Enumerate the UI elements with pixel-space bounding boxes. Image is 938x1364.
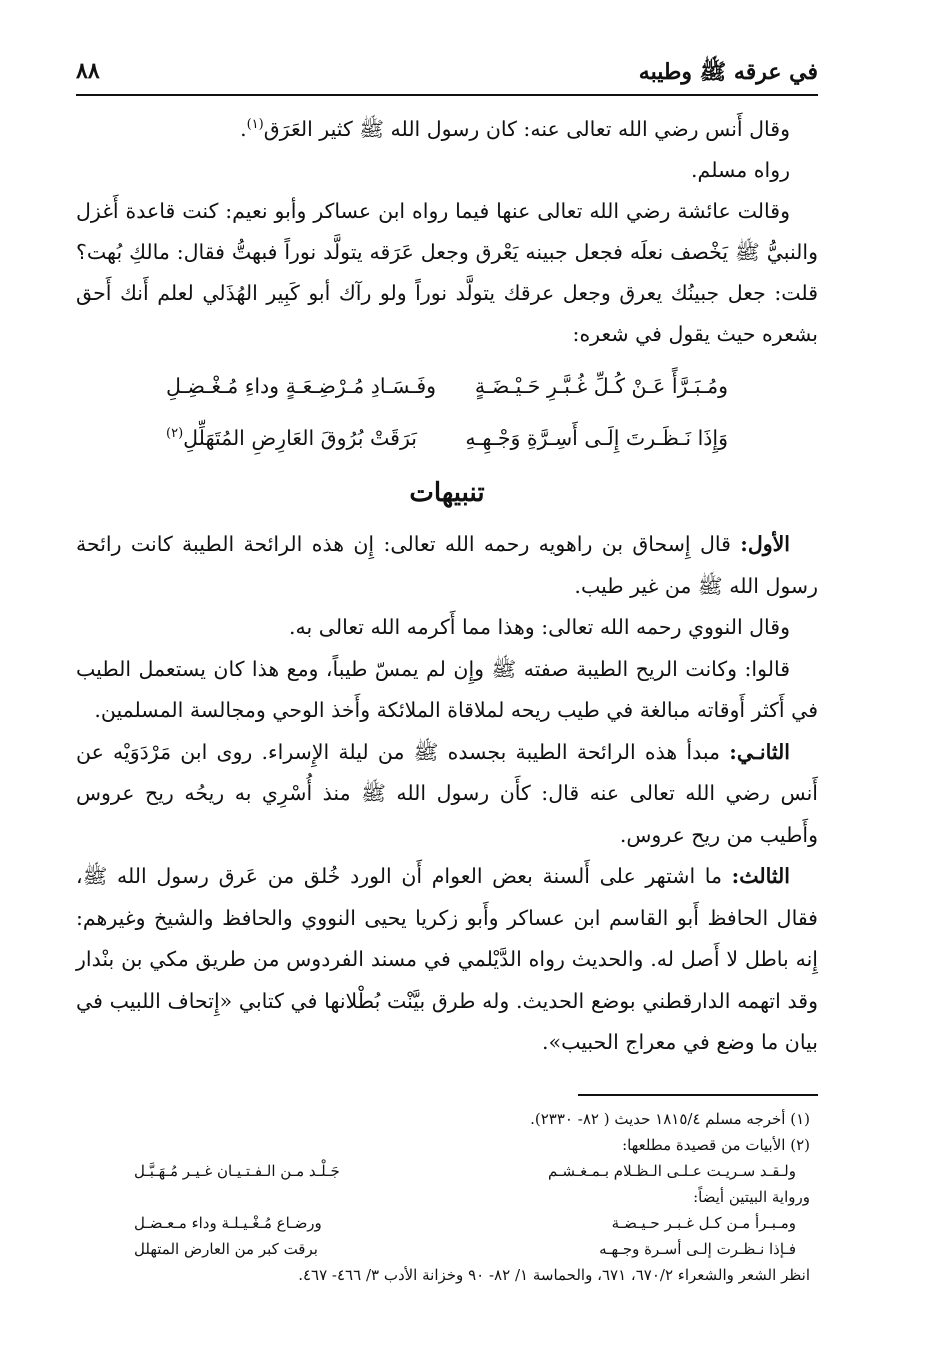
note-qalu: قالوا: وكانت الريح الطيبة صفته ﷺ وإِن لم يمسّ طيباً، ومع هذا كان يستعمل الطيب في أَكثر أَوقاته مبالغة في طيب ريحه لملاقاة الملائكة وأَخذ الوحي ومجالسة المسلمين. xyxy=(76,656,818,722)
footnote-1: (١) أخرجه مسلم ١٨١٥/٤ حديث ( ٨٢- ٢٣٣٠). xyxy=(530,1110,810,1128)
page-number: ٨٨ xyxy=(76,58,100,84)
page-header xyxy=(76,56,818,96)
notes-text xyxy=(76,524,818,1064)
footnote-divider xyxy=(578,1094,818,1096)
note-third: الثالث: ما اشتهر على أَلسنة بعض العوام أَن الورد خُلق من عَرق رسول الله ﷺ، فقال الحافظ أَبو القاسم ابن عساكر وأَبو زكريا يحيى النووي والحافظ والشيخ وغيرهم: إِنه باطل لا أَصل له. والحديث رواه الدَّيْلمي في مسند الفردوس من طريق مكي بن بنْدار وقد اتهمه الدارقطني بوضع الحديث. وله طرق بيَّنْت بُطْلانها في كتابي «إِتحاف اللبيب في بيان ما وضع في معراج الحبيب». xyxy=(76,864,818,1054)
footnote-verse-1: ولـقـد سـريـت عـلـى الـظـلام بـمـغـشـم جَـلْـد مـن الـفـتـيـان غـيـر مُـهَـبَّـل xyxy=(134,1162,796,1180)
footnote-ref-1: (١) xyxy=(246,117,264,132)
poetry-block xyxy=(76,370,818,474)
verse-2-second-hemistich: بَرَقَتْ بُرُوقَ العَارِضِ المُتَهَلِّلِ$^{(٢)}$ xyxy=(166,426,417,450)
verse-2-first-hemistich: وَإِذَا نَـظَـرتَ إِلَـى أَسِـرَّةِ وَجْـهِـهِ xyxy=(465,426,728,450)
footnote-ref-2: (٢) xyxy=(166,426,184,442)
running-title: في عرقه ﷺ وطيبه xyxy=(638,59,818,85)
footnotes xyxy=(120,1106,810,1288)
verse-1-second-hemistich: وفَـسَـادِ مُـرْضِـعَـةٍ وداءِ مُـغْـضِـلِ xyxy=(166,374,437,398)
footnote-verse-3: فـإذا نـظـرت إلـى أسـرة وجـهـه برقت كبر من العارض المتهلل xyxy=(134,1240,796,1258)
footnote-riwaya: ورواية البيتين أيضاً: xyxy=(693,1188,810,1206)
paragraph-narrated-by-muslim: رواه مسلم. xyxy=(691,157,790,182)
main-text xyxy=(76,104,818,355)
verse-1-first-hemistich: ومُـبَـرَّأً عَـنْ كُـلِّ غُـبَّـرِ حَـيْـضَـةٍ xyxy=(474,374,728,398)
footnote-sources: انظر الشعر والشعراء ٦٧٠/٢، ٦٧١، والحماسة ١/ ٨٢- ٩٠ وخزانة الأدب ٣/ ٤٦٦- ٤٦٧. xyxy=(298,1266,810,1284)
note-first: الأول: قال إِسحاق بن راهويه رحمه الله تعالى: إِن هذه الرائحة الطيبة كانت رائحة رسول الله ﷺ من غير طيب. xyxy=(76,532,818,598)
paragraph-aisha: وقالت عائشة رضي الله تعالى عنها فيما رواه ابن عساكر وأبو نعيم: كنت قاعدة أَغزل والنبيُّ ﷺ يَخْصف نعلَه فجعل جبينه يَعْرق وجعل عَرَقه يتولَّد نوراً فبهتُّ فقال: مالكِ بُهت؟ قلت: جعل جبينُك يعرق وجعل عرقك يتولَّد نوراً ولو رآك أبو كَبِير الهُذَلي لعلم أَنك أَحق بشعره حيث يقول في شعره: xyxy=(76,198,818,346)
footnote-verse-2: ومـبـرأ مـن كـل غـبـر حـيـضـة ورضـاع مُـغْـيـلـة وداء مـعـضـل xyxy=(134,1214,796,1232)
paragraph-anas: وقال أَنس رضي الله تعالى عنه: كان رسول الله ﷺ كثير العَرَق$^{(١)}$. xyxy=(240,116,790,141)
verse-1 xyxy=(76,370,818,422)
note-second: الثانـي: مبدأ هذه الرائحة الطيبة بجسده ﷺ من ليلة الإِسراء. روى ابن مَرْدَوَيْه عن أَنس رضي الله تعالى عنه قال: كأَن رسول الله ﷺ منذ أُسْرِي به ريحُه ريح عروس وأَطيب من ريح عروس. xyxy=(76,739,818,847)
section-title: تنبيهات xyxy=(409,478,485,508)
footnote-2: (٢) الأبيات من قصيدة مطلعها: xyxy=(622,1136,810,1154)
verse-2 xyxy=(76,422,818,474)
note-nawawi: وقال النووي رحمه الله تعالى: وهذا مما أَكرمه الله تعالى به. xyxy=(289,615,790,639)
